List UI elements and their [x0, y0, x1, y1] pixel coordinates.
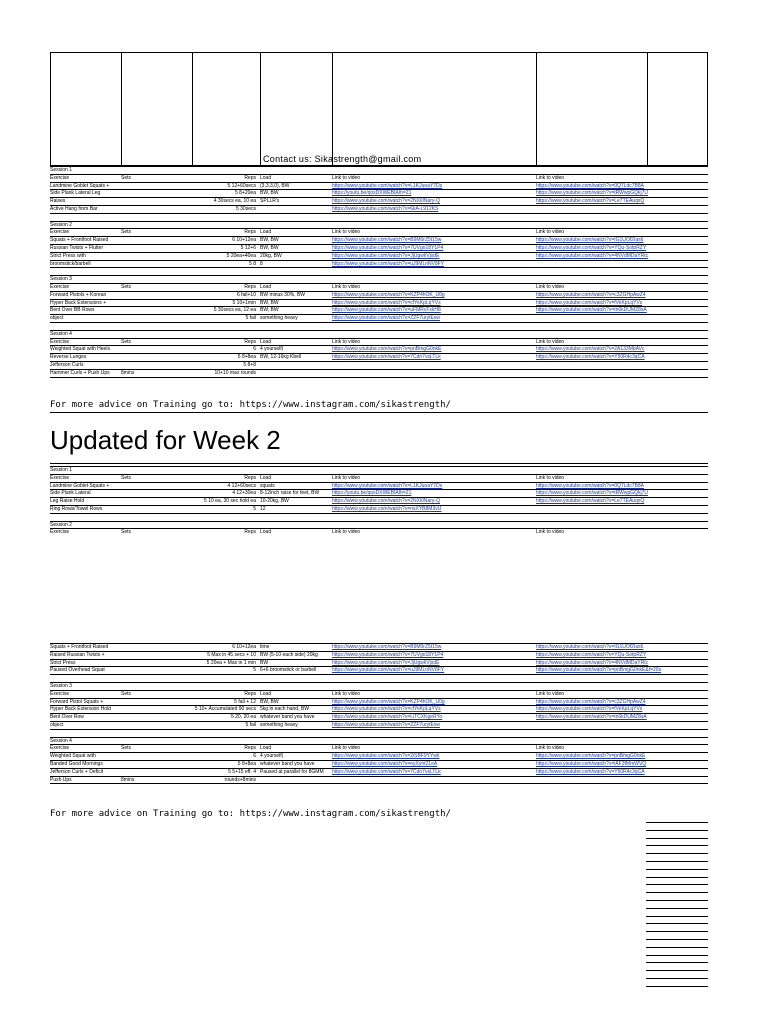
table-cell: 5 20ea+40ea [226, 252, 256, 259]
table-cell: Link to video [332, 745, 361, 752]
table-cell: Sets [121, 174, 132, 181]
video-link[interactable]: https://www.youtube.com/watch?v=LiTCXKgeRYo [332, 714, 443, 721]
table-cell: Link to video [332, 529, 361, 536]
video-link[interactable]: https://www.youtube.com/watch?v=lAF3fMmWVQ [536, 760, 647, 767]
table-cell: Exercise [50, 283, 70, 290]
instagram-advice-2: For more advice on Training go to: https://www.instagram.com/sikastrength/ [50, 809, 451, 819]
table-cell: Side Plank Lateral [50, 490, 91, 497]
table-cell: 5 10 ea, 30 sec hold ea [204, 498, 256, 505]
video-link[interactable]: https://www.youtube.com/watch?v=7UVgo18Y1P4 [332, 244, 444, 251]
table-row [50, 521, 708, 529]
table-cell: Sets [121, 229, 132, 236]
table-cell: time [260, 644, 270, 650]
table-cell: Load [260, 690, 272, 697]
video-link[interactable]: https://www.youtube.com/watch?v=B9M0rZ5t15w [332, 237, 442, 244]
table-cell: Load [260, 529, 272, 536]
video-link[interactable]: https://www.youtube.com/watch?v=2A133MbAVc [536, 346, 645, 353]
video-link[interactable]: https://www.youtube.com/watch?v=7Cdn7vsLTLk [332, 768, 441, 775]
table-row [50, 228, 708, 236]
table-cell: 5 [253, 505, 256, 512]
table-cell: something heavy [260, 721, 298, 728]
table-row [50, 260, 708, 268]
table-cell: 5 30secs [235, 205, 256, 212]
table-cell: Link to video [536, 690, 565, 697]
video-link[interactable]: https://www.youtube.com/watch?v=tn6kDUMZ8sA [536, 714, 647, 721]
session-table-week1 [50, 166, 708, 384]
table-cell: 4 12+60secs [227, 482, 256, 489]
table-cell: 6 10+12ea [232, 237, 256, 244]
video-link[interactable]: https://www.youtube.com/watch?v=6kA-L912KS [332, 205, 439, 212]
video-link[interactable]: https://www.youtube.com/watch?v=0Q7Ldc7B8A [536, 482, 644, 489]
video-link[interactable]: https://www.youtube.com/watch?v=JjUgwkVjxdE [332, 252, 440, 259]
table-row [50, 299, 708, 307]
table-cell: 8-12inch raise for feet, BW [260, 490, 320, 497]
table-cell: Session 1 [50, 167, 72, 173]
table-row [50, 783, 708, 791]
table-cell: Landmine Goblet Squats + [50, 182, 110, 189]
video-link[interactable]: https://www.youtube.com/watch?v=4NVdMDaYRtc [536, 252, 649, 259]
table-cell: 5kg in each hand, BW [260, 706, 309, 713]
video-link[interactable]: https://www.youtube.com/watch?v=fVeKpLqYVs [536, 706, 643, 713]
table-row [50, 283, 708, 291]
updated-title: Updated for Week 2 [50, 425, 281, 455]
table-cell: Link to video [332, 690, 361, 697]
table-row [50, 361, 708, 369]
table-cell: BW, BW [260, 190, 279, 197]
video-link[interactable]: https://www.youtube.com/watch?v=YQu-SotpRZY [536, 651, 647, 658]
table-row [50, 760, 708, 768]
session-table-week2 [50, 466, 708, 536]
update-title-row [50, 412, 708, 464]
table-row [50, 197, 708, 205]
table-row [50, 275, 708, 283]
instagram-advice: For more advice on Training go to: https://www.instagram.com/sikastrength/ [50, 400, 451, 410]
table-row [50, 205, 708, 213]
table-row [50, 513, 708, 521]
table-cell: Link to video [332, 338, 361, 345]
table-cell: broomstick/barbell [50, 260, 91, 267]
table-row [50, 713, 708, 721]
video-link[interactable]: https://www.youtube.com/watch?v=Y50R4c3qCA [536, 768, 645, 775]
table-cell: Load [260, 474, 272, 481]
table-cell: Link to video [536, 338, 565, 345]
table-row [50, 659, 708, 667]
table-cell: Sets [121, 745, 132, 752]
video-link[interactable]: https://www.youtube.com/watch?v=tRWwpGQkj7U [536, 190, 649, 197]
table-cell: Reps [244, 690, 256, 697]
video-link[interactable]: https://www.youtube.com/watch?v=4NVdMDaYRtc [536, 659, 649, 666]
table-cell: Push Ups [50, 776, 72, 783]
video-link[interactable]: https://www.youtube.com/watch?v=IG1UOf2Ias6 [536, 644, 644, 650]
table-row [50, 189, 708, 197]
video-link[interactable]: https://www.youtube.com/watch?v=Le7TEAuqxQ [536, 198, 645, 205]
table-cell: Strict Press [50, 659, 76, 666]
video-link[interactable]: https://www.youtube.com/watch?v=B9M0rZ5t15w [332, 644, 442, 650]
video-link[interactable]: https://www.youtube.com/watch?v=2iSBF9YYwk [332, 753, 440, 760]
table-row [50, 377, 708, 385]
table-cell: Link to video [536, 174, 565, 181]
table-row [50, 666, 708, 674]
table-cell: 5 8+8ea [237, 354, 256, 361]
table-cell: Raises [50, 198, 66, 205]
video-link[interactable]: https://www.youtube.com/watch?v=nsXYB8M3vU [332, 505, 442, 512]
video-link[interactable]: https://www.youtube.com/watch?v=c3ZGHpAwZ4 [536, 698, 646, 705]
table-cell: 12 [260, 505, 266, 512]
table-cell: Link to video [332, 283, 361, 290]
table-cell: Load [260, 174, 272, 181]
table-cell: 6 fail+10 [236, 291, 256, 298]
table-cell: Session 4 [50, 330, 72, 337]
table-cell: 5 5+15 eff. 4 [228, 768, 256, 775]
table-cell: 6 [253, 753, 256, 760]
table-row [50, 690, 708, 698]
table-cell: object [50, 721, 64, 728]
video-link[interactable]: https://www.youtube.com/watch?v=fVeKpLqYVs [536, 299, 643, 306]
table-cell: Squats + Frontfoot Raised [50, 237, 109, 244]
video-link[interactable]: https://www.youtube.com/watch?v=IG1UOf2Ias6 [536, 237, 644, 244]
table-row [50, 505, 708, 513]
table-cell: Sets [121, 529, 132, 536]
table-cell: 10-20kg, BW [260, 498, 289, 505]
table-row [50, 166, 708, 174]
video-link[interactable]: https://www.youtube.com/watch?v=KZP4hOK_U0g [332, 698, 445, 705]
table-cell: Reps [244, 529, 256, 536]
table-row [50, 721, 708, 729]
table-row [50, 182, 708, 190]
table-cell: 10+10 max rounds [214, 369, 256, 376]
table-row [50, 330, 708, 338]
video-link[interactable]: https://www.youtube.com/watch?v=Y50R4c3qCA [536, 354, 645, 361]
video-link[interactable]: https://www.youtube.com/watch?v=L1KJuoaY7Ds [332, 482, 443, 489]
table-cell: Link to video [536, 229, 565, 236]
table-cell: BW, 12-16kg Kbell [260, 354, 302, 361]
table-cell: Reps [244, 338, 256, 345]
table-cell: Link to video [536, 529, 565, 536]
table-row [50, 674, 708, 682]
table-row [50, 353, 708, 361]
table-cell: 4 30secs ea, 10 ea [213, 198, 256, 205]
table-cell: Session 4 [50, 737, 72, 744]
table-cell: Russian Twists + Flutter [50, 244, 104, 251]
table-cell: 4 yourself) [260, 753, 284, 760]
video-link[interactable]: https://youtu.be/qosDXWEBIAIh=21 [332, 490, 412, 497]
table-row [50, 236, 708, 244]
table-cell: Reps [244, 229, 256, 236]
table-cell: Link to video [332, 174, 361, 181]
contact-line: Contact us: Sikastrength@gmail.com [263, 154, 422, 164]
table-cell: 5 20ea + Max in 1 min [206, 659, 256, 666]
table-cell: 5 fail [245, 315, 256, 322]
table-row [50, 651, 708, 659]
table-cell: 8mins [121, 369, 135, 376]
header-block [50, 52, 708, 166]
table-cell: Sets [121, 338, 132, 345]
table-cell: Session 2 [50, 521, 72, 528]
table-cell: Hammer Curls + Push Ups [50, 369, 110, 376]
table-cell: Link to video [332, 474, 361, 481]
table-cell: Squats + Frontfoot Raised [50, 644, 109, 650]
table-row [50, 482, 708, 490]
table-cell: Paused Overhead Squat [50, 667, 105, 674]
table-cell: Load [260, 283, 272, 290]
table-cell: Reverse Lunges [50, 354, 87, 361]
table-cell: Weighted Squat with [50, 753, 96, 760]
table-cell: Landmine Goblet Squats + [50, 482, 110, 489]
table-row [50, 291, 708, 299]
table-cell: 20kg, BW [260, 252, 282, 259]
table-cell: 5 Max in 45 secs + 10 [207, 651, 256, 658]
table-cell: something heavy [260, 315, 298, 322]
video-link[interactable]: https://www.youtube.com/watch?v=pnBmgG0nkE [536, 753, 646, 760]
table-cell: 5 [253, 667, 256, 674]
table-cell: Forward Pistols + Korean [50, 291, 107, 298]
video-link[interactable]: https://www.youtube.com/watch?v=L1KJuoaY7Ds [332, 182, 443, 189]
video-link[interactable]: https://www.youtube.com/watch?v=ZZF7urytEsw [332, 721, 440, 728]
table-cell: 5 10+ Accumulated 90 secs [194, 706, 256, 713]
table-row [50, 244, 708, 252]
video-link[interactable]: https://www.youtube.com/watch?v=cfYeKpLqYVs [332, 299, 441, 306]
table-cell: object [50, 315, 64, 322]
table-cell: Bent Over Row [50, 714, 84, 721]
table-cell: Banded Good Mornings [50, 760, 103, 767]
table-row [50, 322, 708, 330]
table-row [50, 267, 708, 275]
table-row [50, 174, 708, 182]
table-row [50, 489, 708, 497]
table-cell: rounds+8mins [224, 776, 256, 783]
table-cell: Exercise [50, 174, 70, 181]
table-cell: (3,3,3,0), BW [260, 182, 290, 189]
table-cell: Load [260, 229, 272, 236]
table-cell: 5 8+8 [243, 361, 256, 368]
table-row [50, 528, 708, 536]
table-cell: Reps [244, 745, 256, 752]
table-cell: Exercise [50, 229, 70, 236]
table-cell: Hyper Back Extension Hold [50, 706, 111, 713]
table-cell: 5 30secs ea, 12 ea [213, 307, 256, 314]
session-table-week2-cont [50, 643, 708, 791]
video-link[interactable]: https://www.youtube.com/watch?v=2NXi0Nary-Q [332, 198, 440, 205]
video-link[interactable]: https://www.youtube.com/watch?v=2NXi0Nary-Q [332, 498, 440, 505]
video-link[interactable]: https://www.youtube.com/watch?v=cfYeKpLqYVs [332, 706, 441, 713]
table-cell: Link to video [536, 745, 565, 752]
table-cell: whatever band you have [260, 760, 315, 767]
table-cell: 4 yourself) [260, 346, 284, 353]
video-link[interactable]: https://youtu.be/qosDXWEBIAIh=21 [332, 190, 412, 197]
table-cell: squats [260, 482, 275, 489]
table-cell: 5 8+20ea [235, 190, 256, 197]
table-row [50, 698, 708, 706]
table-cell: Exercise [50, 529, 70, 536]
table-row [50, 466, 708, 474]
table-row [50, 497, 708, 505]
table-row [50, 474, 708, 482]
table-cell: BW, BW [260, 237, 279, 244]
table-cell: Paused at parallel for 8GMM [260, 768, 324, 775]
table-cell: 6 10+12ea [232, 644, 256, 650]
table-row [50, 682, 708, 690]
table-cell: SPLLR's [260, 198, 280, 205]
video-link[interactable]: https://www.youtube.com/watch?v=pnBmgG0nkE&t=20s [536, 667, 662, 674]
video-link[interactable]: https://www.youtube.com/watch?v=eyXynt21eA [332, 760, 438, 767]
table-row [50, 744, 708, 752]
table-cell: Reps [244, 474, 256, 481]
table-cell: 5 fail + 12 [234, 698, 256, 705]
table-cell: Sets [121, 283, 132, 290]
table-cell: 4 12+30ea [232, 490, 256, 497]
video-link[interactable]: https://www.youtube.com/watch?v=JjUgwkVjxdE [332, 659, 440, 666]
table-cell: 5 8+8ea [237, 760, 256, 767]
video-link[interactable]: https://www.youtube.com/watch?v=YQu-SotpRZY [536, 244, 647, 251]
table-cell: Reps [244, 174, 256, 181]
table-cell: Sets [121, 690, 132, 697]
table-cell: Ring Rows/Towel Rows [50, 505, 103, 512]
table-row [50, 752, 708, 760]
table-cell: 8mins [121, 776, 135, 783]
table-cell: Side Plank Lateral Leg [50, 190, 101, 197]
video-link[interactable]: https://www.youtube.com/watch?v=ZZF7urytEsw [332, 315, 440, 322]
table-cell: 5 10+1min [232, 299, 256, 306]
table-cell: Jefferson Curls + Deficit [50, 768, 104, 775]
table-cell: 8 [260, 260, 263, 267]
table-row [50, 338, 708, 346]
table-cell: Leg Raise Hold [50, 498, 85, 505]
table-cell: Weighted Squat with Heels [50, 346, 110, 353]
table-cell: Session 1 [50, 467, 72, 473]
table-cell: Reps [244, 283, 256, 290]
table-cell: 6 [253, 346, 256, 353]
table-cell: BW minus 30%, BW [260, 291, 306, 298]
table-cell: Bent Over BB Rows [50, 307, 95, 314]
table-cell: Raised Russian Twists + [50, 651, 105, 658]
table-cell: Session 2 [50, 221, 72, 228]
table-row [50, 776, 708, 784]
table-cell: 6+6 broomstick or barbell [260, 667, 317, 674]
table-cell: Forward Pistol Squats + [50, 698, 104, 705]
video-link[interactable]: https://www.youtube.com/watch?v=uFMRcFxkH8 [332, 307, 441, 314]
table-cell: Link to video [536, 474, 565, 481]
table-cell: Sets [121, 474, 132, 481]
table-cell: Session 3 [50, 682, 72, 689]
video-link[interactable]: https://www.youtube.com/watch?v=uJ9MLnNV8FY [332, 667, 445, 674]
table-cell: Strict Press with [50, 252, 86, 259]
video-link[interactable]: https://www.youtube.com/watch?v=pnBmgG0nkE [332, 346, 442, 353]
table-row [50, 705, 708, 713]
table-cell: BW, BW [260, 244, 279, 251]
table-row [50, 314, 708, 322]
video-link[interactable]: https://www.youtube.com/watch?v=uJ9MLnNV8FY [332, 260, 445, 267]
table-row [50, 768, 708, 776]
table-row [50, 729, 708, 737]
table-row [50, 345, 708, 353]
table-cell: Link to video [536, 283, 565, 290]
table-cell: BW [260, 659, 269, 666]
table-cell: Exercise [50, 745, 70, 752]
video-link[interactable]: https://www.youtube.com/watch?v=0Q7Ldc7B8A [536, 182, 644, 189]
table-cell: 5 12+6 [240, 244, 256, 251]
table-cell: Load [260, 745, 272, 752]
table-cell: Session 3 [50, 276, 72, 283]
table-cell: Exercise [50, 338, 70, 345]
video-link[interactable]: https://www.youtube.com/watch?v=KZP4hOK_U0g [332, 291, 445, 298]
table-row [50, 306, 708, 314]
table-cell: 5 8 [249, 260, 256, 267]
table-row [50, 643, 708, 651]
table-cell: 5 fail [245, 721, 256, 728]
table-row [50, 369, 708, 377]
table-cell: 5 20, 20 ea [230, 714, 256, 721]
table-cell: Hyper Back Extensions + [50, 299, 106, 306]
table-cell: BW, BW [260, 299, 279, 306]
table-cell: BW, BW [260, 698, 279, 705]
table-cell: whatever band you have [260, 714, 315, 721]
table-cell: Active Hang from Bar [50, 205, 98, 212]
table-cell: 5 12+60secs [227, 182, 256, 189]
video-link[interactable]: https://www.youtube.com/watch?v=tRWwpGQkj7U [536, 490, 649, 497]
table-row [50, 221, 708, 229]
video-link[interactable]: https://www.youtube.com/watch?v=7UVgo18Y1P4 [332, 651, 444, 658]
table-cell: Jefferson Curls [50, 361, 84, 368]
table-cell: Exercise [50, 474, 70, 481]
table-cell: Exercise [50, 690, 70, 697]
table-row [50, 213, 708, 221]
video-link[interactable]: https://www.youtube.com/watch?v=tn6kDUMZ8sA [536, 307, 647, 314]
video-link[interactable]: https://www.youtube.com/watch?v=Le7TEAuqxQ [536, 498, 645, 505]
table-cell: Link to video [332, 229, 361, 236]
trailing-rows [646, 822, 708, 994]
table-row [50, 252, 708, 260]
video-link[interactable]: https://www.youtube.com/watch?v=c3ZGHpAwZ4 [536, 291, 646, 298]
table-cell: BW (5-10 each side) 20kg [260, 651, 318, 658]
table-cell: BW, BW [260, 307, 279, 314]
video-link[interactable]: https://www.youtube.com/watch?v=7Cdn7vsLTLk [332, 354, 441, 361]
table-cell: Load [260, 338, 272, 345]
table-row [50, 737, 708, 745]
